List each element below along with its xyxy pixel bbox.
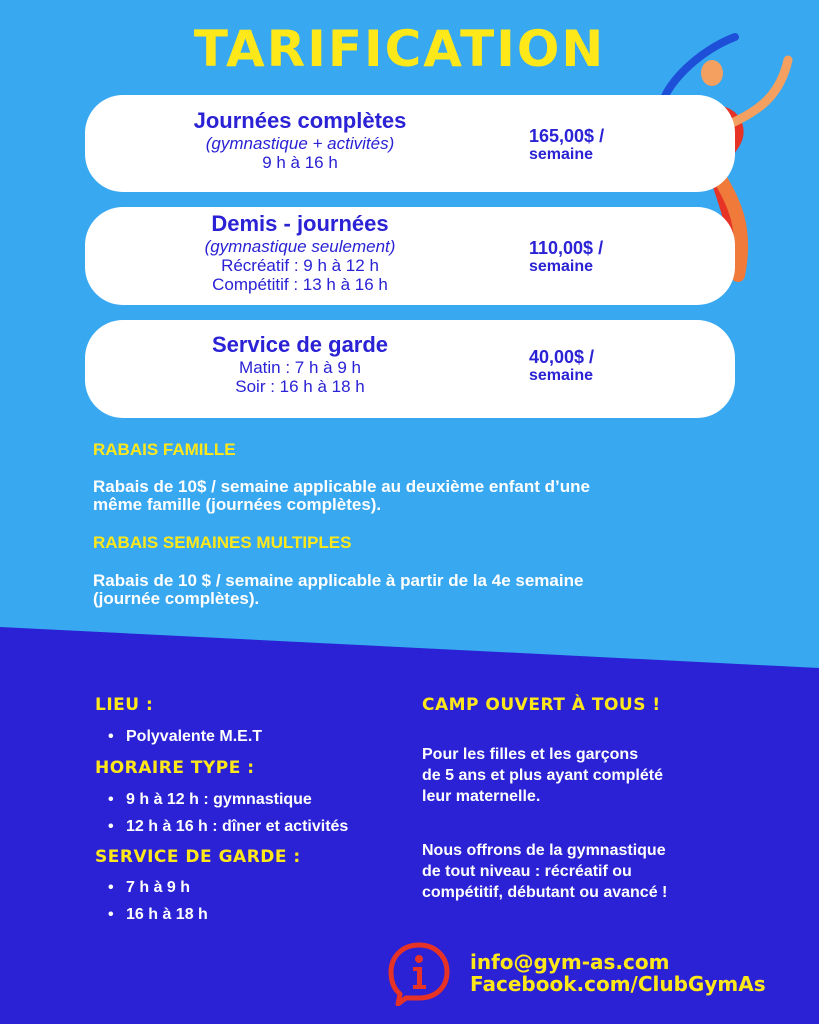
list-item: • 12 h à 16 h : dîner et activités bbox=[108, 818, 348, 836]
family-discount-text bbox=[93, 478, 733, 514]
card-price bbox=[529, 125, 604, 163]
camp-paragraph-2 bbox=[422, 840, 762, 903]
info-icon bbox=[386, 940, 452, 1006]
text-line: même famille (journées complètes). bbox=[93, 495, 382, 514]
price-value: 40,00$ / bbox=[529, 347, 595, 367]
card-hours: 9 h à 16 h bbox=[262, 153, 338, 172]
list-item: • Polyvalente M.E.T bbox=[108, 728, 262, 746]
card-title: Service de garde bbox=[211, 332, 389, 357]
text-line: Pour les filles et les garçons bbox=[422, 746, 639, 763]
card-hours: Matin : 7 h à 9 h bbox=[239, 358, 361, 377]
text-line: de tout niveau : récréatif ou bbox=[422, 863, 632, 880]
card-hours: Récréatif : 9 h à 12 h bbox=[221, 256, 379, 275]
text-line: de 5 ans et plus ayant complété bbox=[422, 767, 663, 784]
multi-week-discount-text bbox=[93, 572, 733, 608]
price-unit: semaine bbox=[529, 258, 594, 275]
text-line: Rabais de 10$ / semaine applicable au deuxième enfant d’une bbox=[93, 477, 590, 496]
price-unit: semaine bbox=[529, 146, 594, 163]
card-title: Journées complètes bbox=[193, 108, 407, 133]
family-discount-heading: RABAIS FAMILLE bbox=[93, 440, 236, 459]
card-note: (gymnastique + activités) bbox=[205, 134, 395, 153]
price-unit: semaine bbox=[529, 367, 594, 384]
location-heading: LIEU : bbox=[95, 695, 154, 715]
daycare-heading: SERVICE DE GARDE : bbox=[95, 847, 301, 867]
card-hours: Soir : 16 h à 18 h bbox=[235, 377, 365, 396]
email-link[interactable]: info@gym-as.com bbox=[470, 950, 670, 974]
price-card-daycare bbox=[85, 320, 735, 418]
text-line: leur maternelle. bbox=[422, 788, 541, 805]
card-title: Demis - journées bbox=[211, 211, 389, 236]
list-item: • 16 h à 18 h bbox=[108, 906, 208, 924]
camp-heading: CAMP OUVERT À TOUS ! bbox=[422, 695, 661, 715]
facebook-link[interactable]: Facebook.com/ClubGymAs bbox=[470, 972, 766, 996]
price-value: 110,00$ / bbox=[529, 238, 604, 258]
text-line: (journée complètes). bbox=[93, 589, 260, 608]
list-item: • 9 h à 12 h : gymnastique bbox=[108, 791, 312, 809]
card-hours: Compétitif : 13 h à 16 h bbox=[212, 275, 388, 294]
list-item: • 7 h à 9 h bbox=[108, 879, 190, 897]
price-card-full-days bbox=[85, 95, 735, 192]
text-line: compétitif, débutant ou avancé ! bbox=[422, 884, 668, 901]
price-value: 165,00$ / bbox=[529, 126, 605, 146]
page-title: TARIFICATION bbox=[193, 20, 606, 78]
card-price bbox=[529, 237, 603, 275]
card-price bbox=[529, 346, 594, 384]
camp-paragraph-1 bbox=[422, 744, 762, 807]
multi-week-discount-heading: RABAIS SEMAINES MULTIPLES bbox=[93, 533, 352, 552]
price-card-half-days bbox=[85, 207, 735, 305]
text-line: Nous offrons de la gymnastique bbox=[422, 842, 666, 859]
contact-info bbox=[470, 951, 766, 995]
schedule-heading: HORAIRE TYPE : bbox=[95, 758, 255, 778]
card-note: (gymnastique seulement) bbox=[204, 237, 396, 256]
text-line: Rabais de 10 $ / semaine applicable à partir de la 4e semaine bbox=[93, 571, 584, 590]
